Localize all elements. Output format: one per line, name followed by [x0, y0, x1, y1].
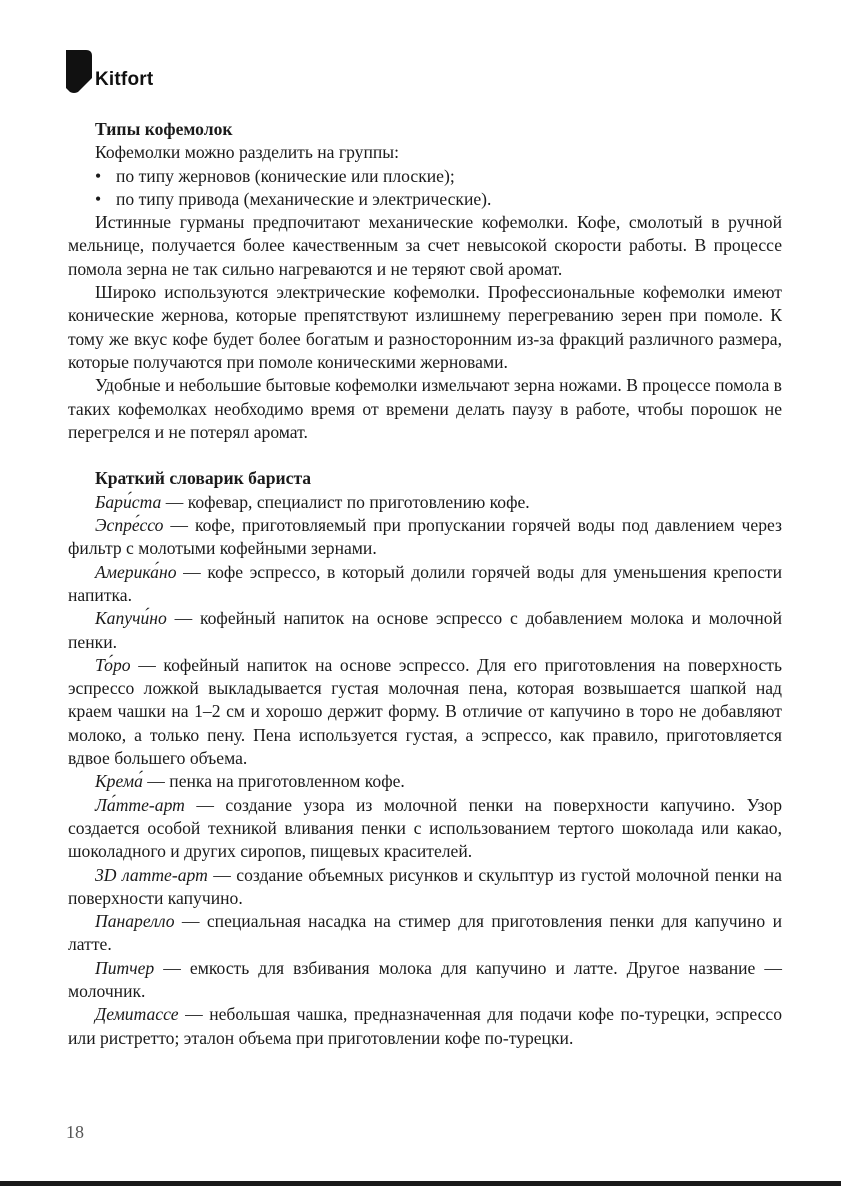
bottom-divider — [0, 1181, 841, 1186]
glossary-definition: — кофейный напиток на основе эспрессо. Для его приготовления на поверхность эспрессо ложкой выкладывается густая молочная пена, которая возвышается шапкой над краем чашки на 1–2 см и хорошо держит форму. В отличие от капучино в торо не добавляют молоко, а только пену. Пена используется густая, а эспрессо, как правило, приготовляется вдвое большего объема. — [68, 654, 782, 769]
brand-logo — [64, 48, 174, 98]
grinder-types-list — [68, 165, 782, 212]
glossary-entry — [68, 864, 782, 911]
glossary-entry — [68, 607, 782, 654]
glossary-term: Эспре́ссо — [95, 515, 164, 536]
glossary-definition: — кофе эспрессо, в который долили горячей воды для уменьшения крепости напитка. — [68, 561, 782, 605]
glossary-definition: — кофевар, специалист по приготовлению кофе. — [161, 491, 530, 512]
bullet-icon: • — [95, 165, 102, 186]
glossary-entry — [68, 910, 782, 957]
glossary-term: То́ро — [95, 654, 131, 675]
grinder-types-intro: Кофемолки можно разделить на группы: — [95, 142, 400, 163]
glossary-definition: — кофе, приготовляемый при пропускании горячей воды под давлением через фильтр с молотыми кофейными зернами. — [68, 515, 782, 559]
bullet-icon: • — [95, 188, 102, 209]
glossary-entry — [68, 514, 782, 561]
glossary-term: Америка́но — [95, 561, 177, 582]
glossary-definition: — создание объемных рисунков и скульптур из густой молочной пенки на поверхности капучино. — [68, 864, 782, 908]
glossary-term: Демитассе — [95, 1004, 179, 1025]
glossary-definition: — пенка на приготовленном кофе. — [142, 771, 405, 792]
glossary-entry — [68, 491, 782, 514]
glossary-term: 3D латте-арт — [95, 864, 208, 885]
glossary-definition: — емкость для взбивания молока для капучино и латте. Другое название — молочник. — [68, 957, 782, 1001]
brand-name: Kitfort — [95, 69, 154, 90]
glossary-term: Капучи́но — [95, 608, 167, 629]
paragraph: Широко используются электрические кофемолки. Профессиональные кофемолки имеют конические жернова, которые препятствуют излишнему перегреванию зерен при помоле. К тому же вкус кофе будет более богатым и разносторонним из-за фракций различного размера, которые получаются при помоле коническими жерновами. — [68, 282, 782, 372]
glossary-entry — [68, 654, 782, 770]
page-content — [68, 118, 782, 1050]
glossary-entry — [68, 770, 782, 793]
glossary-definition: — специальная насадка на стимер для приготовления пенки для капучино и латте. — [68, 911, 782, 955]
list-item: • по типу привода (механические и электрические). — [95, 188, 782, 211]
paragraph: Истинные гурманы предпочитают механические кофемолки. Кофе, смолотый в ручной мельнице, получается более качественным за счет невысокой скорости работы. В процессе помола зерна не так сильно нагреваются и не теряют свой аромат. — [68, 212, 782, 279]
paragraph: Удобные и небольшие бытовые кофемолки измельчают зерна ножами. В процессе помола в таких кофемолках необходимо время от времени делать паузу в работе, чтобы порошок не перегрелся и не потерял аромат. — [68, 375, 782, 442]
glossary-entry — [68, 561, 782, 608]
glossary-term: Ла́тте-арт — [95, 794, 185, 815]
glossary-entry — [68, 794, 782, 864]
section-title-grinder-types: Типы кофемолок — [95, 119, 233, 139]
glossary-entry — [68, 957, 782, 1004]
section-title-glossary: Краткий словарик бариста — [95, 468, 312, 489]
glossary-term: Панарелло — [95, 911, 175, 932]
page-number: 18 — [66, 1122, 84, 1142]
kitfort-logo-icon — [64, 48, 94, 96]
glossary-definition: — создание узора из молочной пенки на поверхности капучино. Узор создается особой техникой вливания пенки с использованием тертого шоколада или какао, шоколадного и других сиропов, пищевых красителей. — [68, 794, 782, 862]
glossary-definition: — кофейный напиток на основе эспрессо с добавлением молока и молочной пенки. — [68, 608, 782, 652]
glossary-term: Крема́ — [95, 771, 143, 792]
glossary-definition: — небольшая чашка, предназначенная для подачи кофе по-турецки, эспрессо или ристретто; эталон объема при приготовлении кофе по-турецки. — [68, 1004, 782, 1048]
glossary-term: Питчер — [95, 957, 155, 978]
glossary-entry — [68, 1003, 782, 1050]
list-item: • по типу жерновов (конические или плоские); — [95, 165, 782, 188]
glossary-term: Бари́ста — [95, 491, 162, 512]
